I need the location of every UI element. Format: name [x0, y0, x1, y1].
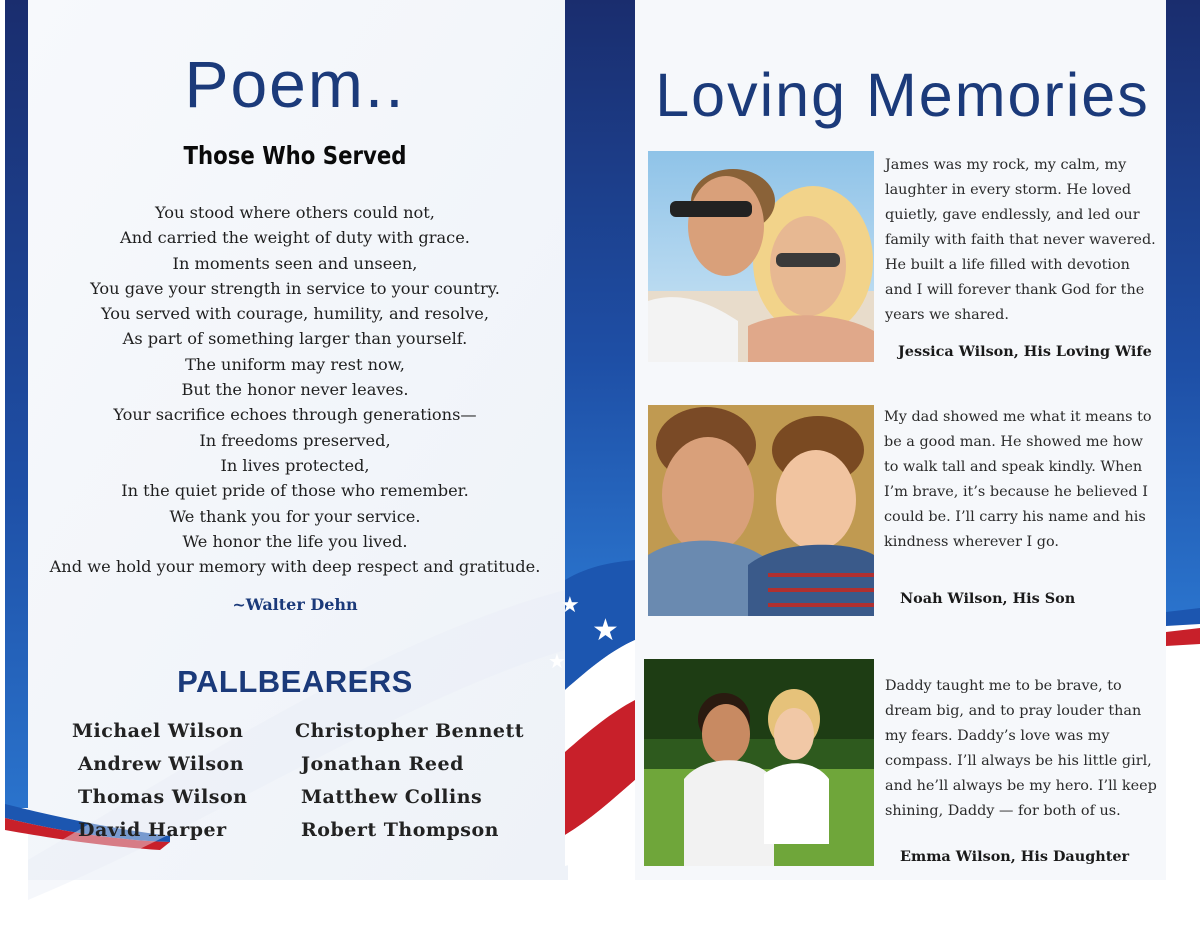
poem-line: We thank you for your service. [169, 506, 421, 526]
svg-text:★: ★ [560, 593, 580, 618]
poem-line: The uniform may rest now, [185, 354, 405, 374]
poem-line: In moments seen and unseen, [172, 253, 418, 273]
poem-line: In the quiet pride of those who remember. [121, 481, 469, 501]
pallbearer-name: Andrew Wilson [78, 753, 245, 775]
poem-line: We honor the life you lived. [182, 531, 408, 551]
pallbearer-name: Christopher Bennett [295, 720, 525, 742]
poem-body [40, 200, 550, 579]
pallbearer-name: Robert Thompson [301, 819, 499, 841]
memory-signature: Noah Wilson, His Son [900, 590, 1076, 607]
poem-title: Poem.. [184, 47, 406, 121]
poem-line: You stood where others could not, [155, 203, 435, 222]
poem-line: In lives protected, [220, 455, 370, 475]
memory-text: Daddy taught me to be brave, to dream big, and to pray louder than my fears. Daddy’s love was my compass. I’ll always be his little girl, and he’ll always be my hero. I’ll keep shining, Daddy — for both of us. [885, 678, 1157, 819]
pallbearer-name: Thomas Wilson [78, 786, 248, 808]
pallbearer-name: Michael Wilson [72, 720, 244, 742]
pallbearer-name: Jonathan Reed [301, 753, 464, 775]
pallbearer-name: David Harper [78, 819, 227, 841]
memories-title: Loving Memories [655, 61, 1150, 129]
memory-text: My dad showed me what it means to be a good man. He showed me how to walk tall and speak kindly. When I’m brave, it’s because he believed I could be. I’ll carry his name and his kindness wherever I go. [884, 409, 1152, 550]
poem-line: And we hold your memory with deep respect and gratitude. [49, 557, 541, 577]
pallbearer-name: Matthew Collins [301, 786, 483, 808]
poem-author: ~Walter Dehn [232, 595, 358, 614]
poem-line: And carried the weight of duty with grace. [120, 228, 470, 248]
poem-line: You gave your strength in service to your country. [90, 278, 500, 298]
father-daughter-photo [644, 659, 874, 866]
poem-subtitle: Those Who Served [183, 141, 407, 170]
father-son-photo [648, 405, 874, 616]
memory-text: James was my rock, my calm, my laughter in every storm. He loved quietly, gave endlessly, and led our family with faith that never wavered. He built a life filled with devotion and I will forever thank God for the years we shared. [885, 157, 1156, 323]
poem-line: But the honor never leaves. [181, 380, 409, 400]
poem-line: You served with courage, humility, and resolve, [101, 304, 489, 324]
poem-line: In freedoms preserved, [199, 430, 391, 450]
svg-text:★: ★ [548, 649, 566, 673]
svg-text:★: ★ [592, 613, 619, 648]
memory-signature: Jessica Wilson, His Loving Wife [898, 343, 1152, 360]
poem-line: Your sacrifice echoes through generations— [113, 405, 477, 425]
pallbearers-title: PALLBEARERS [177, 664, 413, 699]
poem-line: As part of something larger than yourself. [122, 329, 468, 349]
left-blue-strip [5, 0, 28, 808]
memory-signature: Emma Wilson, His Daughter [900, 848, 1130, 865]
center-blue-strip [565, 0, 635, 600]
couple-photo [648, 151, 874, 362]
right-blue-strip [1166, 0, 1200, 612]
